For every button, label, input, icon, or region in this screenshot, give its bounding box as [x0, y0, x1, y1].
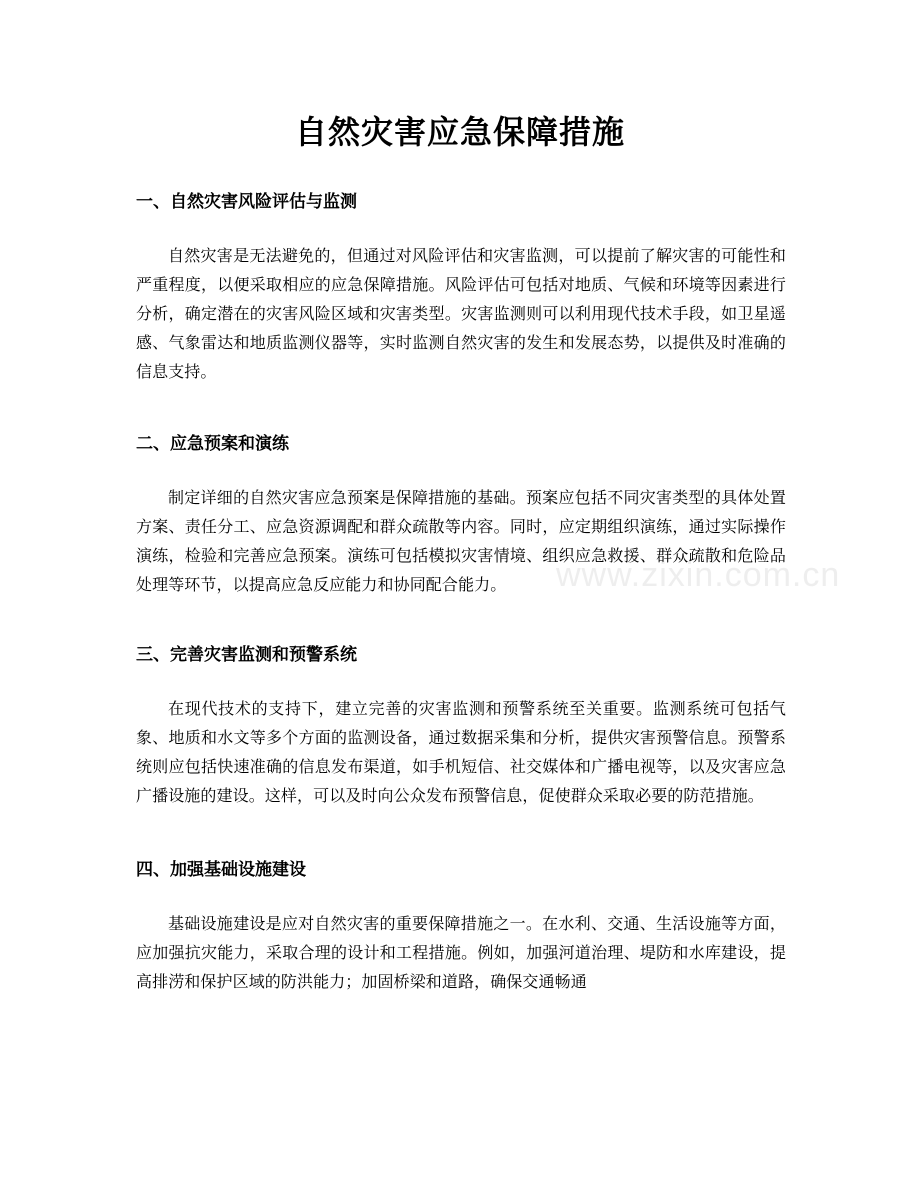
document-title: 自然灾害应急保障措施 [294, 113, 625, 151]
section-infrastructure [136, 855, 786, 996]
section-paragraph: 基础设施建设是应对自然灾害的重要保障措施之一。在水利、交通、生活设施等方面，应加强抗灾能力，采取合理的设计和工程措施。例如，加强河道治理、堤防和水库建设，提高排涝和保护区域的防洪能力；加固桥梁和道路，确保交通畅通 [136, 914, 786, 991]
section-paragraph: 制定详细的自然灾害应急预案是保障措施的基础。预案应包括不同灾害类型的具体处置方案、责任分工、应急资源调配和群众疏散等内容。同时，应定期组织演练，通过实际操作演练，检验和完善应急预案。演练可包括模拟灾害情境、组织应急救援、群众疏散和危险品处理等环节，以提高应急反应能力和协同配合能力。 [136, 488, 786, 594]
section-paragraph: 在现代技术的支持下，建立完善的灾害监测和预警系统至关重要。监测系统可包括气象、地质和水文等多个方面的监测设备，通过数据采集和分析，提供灾害预警信息。预警系统则应包括快速准确的信息发布渠道，如手机短信、社交媒体和广播电视等，以及灾害应急广播设施的建设。这样，可以及时向公众发布预警信息，促使群众采取必要的防范措施。 [136, 699, 786, 805]
section-risk-assessment [136, 187, 786, 386]
section-heading: 三、完善灾害监测和预警系统 [136, 645, 357, 665]
section-emergency-plan [136, 429, 786, 599]
section-heading: 二、应急预案和演练 [136, 434, 289, 454]
section-heading: 一、自然灾害风险评估与监测 [136, 192, 357, 212]
watermark: www.zixin.com.cn [556, 556, 841, 594]
section-monitoring-warning [136, 640, 786, 810]
section-paragraph: 自然灾害是无法避免的，但通过对风险评估和灾害监测，可以提前了解灾害的可能性和严重程度，以便采取相应的应急保障措施。风险评估可包括对地质、气候和环境等因素进行分析，确定潜在的灾害风险区域和灾害类型。灾害监测则可以利用现代技术手段，如卫星遥感、气象雷达和地质监测仪器等，实时监测自然灾害的发生和发展态势，以提供及时准确的信息支持。 [136, 246, 786, 381]
section-heading: 四、加强基础设施建设 [136, 860, 306, 880]
